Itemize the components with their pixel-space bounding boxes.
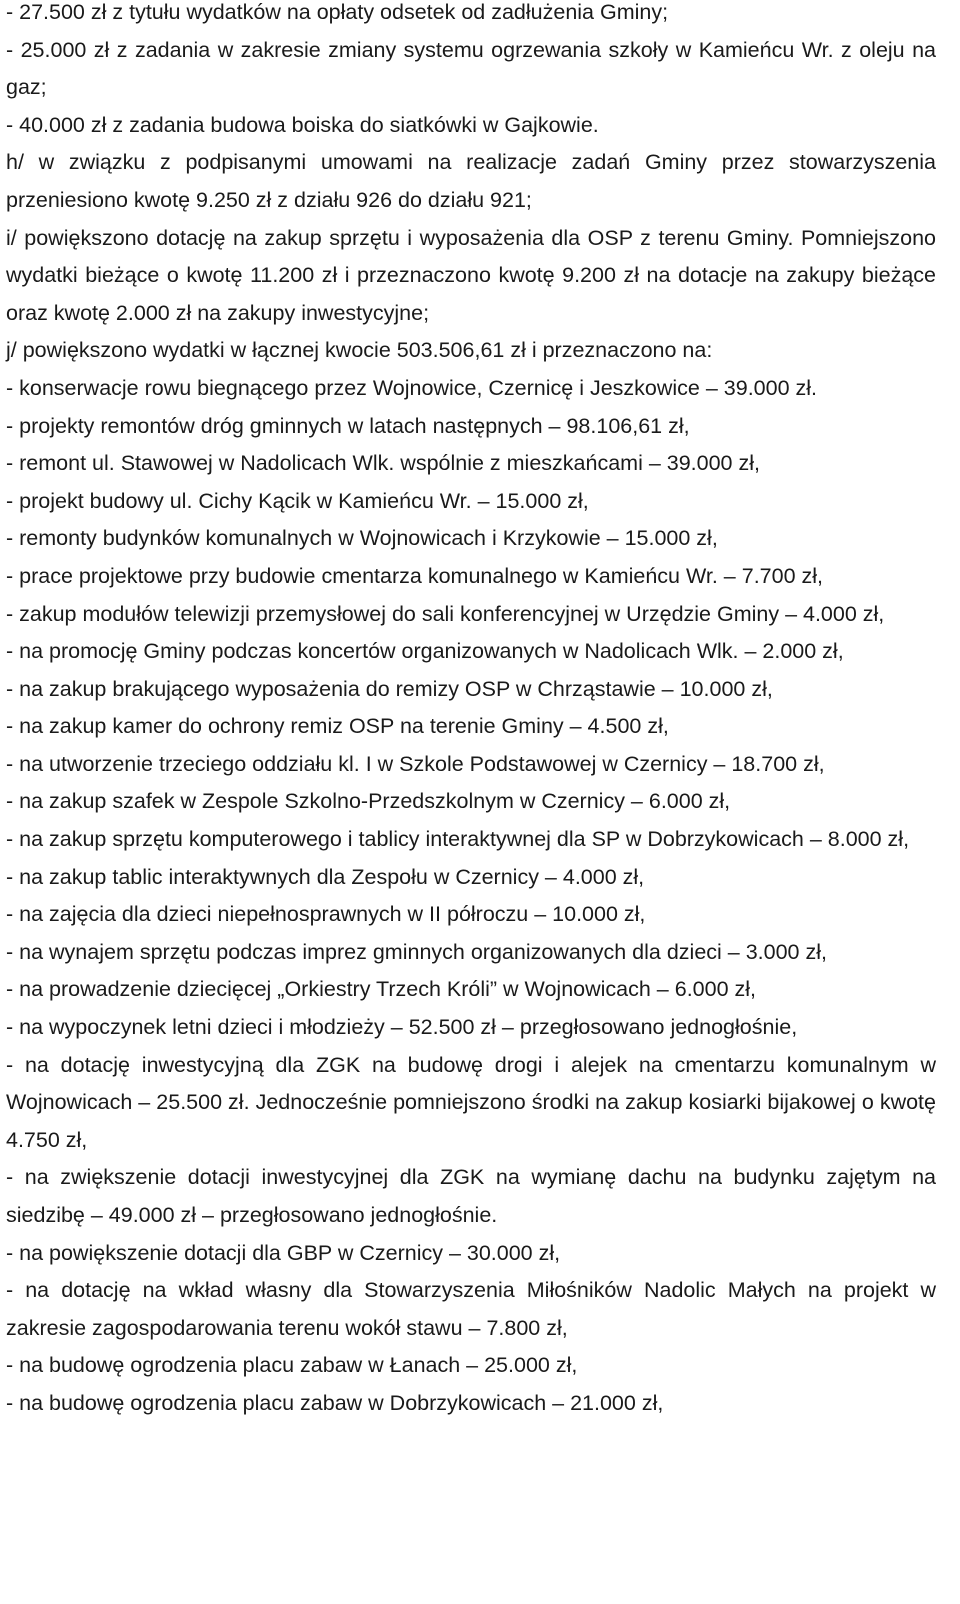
document-paragraph: - konserwacje rowu biegnącego przez Wojnowice, Czernicę i Jeszkowice – 39.000 zł.: [6, 375, 818, 400]
document-paragraph: h/ w związku z podpisanymi umowami na realizacje zadań Gminy przez stowarzyszenia przeniesiono kwotę 9.250 zł z działu 926 do działu 921;: [6, 150, 936, 212]
document-paragraph: - na utworzenie trzeciego oddziału kl. I w Szkole Podstawowej w Czernicy – 18.700 zł,: [6, 751, 825, 776]
document-paragraph: - na zakup kamer do ochrony remiz OSP na terenie Gminy – 4.500 zł,: [6, 714, 669, 739]
document-paragraph: - na powiększenie dotacji dla GBP w Czernicy – 30.000 zł,: [6, 1240, 561, 1265]
document-paragraph: - na zwiększenie dotacji inwestycyjnej dla ZGK na wymianę dachu na budynku zajętym na siedzibę – 49.000 zł – przegłosowano jednogłośnie.: [6, 1165, 936, 1227]
document-body: [6, 0, 936, 1423]
document-paragraph: - 25.000 zł z zadania w zakresie zmiany systemu ogrzewania szkoły w Kamieńcu Wr. z oleju na gaz;: [6, 37, 936, 100]
document-paragraph: - na budowę ogrodzenia placu zabaw w Łanach – 25.000 zł,: [6, 1353, 578, 1378]
document-paragraph: - 27.500 zł z tytułu wydatków na opłaty odsetek od zadłużenia Gminy;: [6, 0, 669, 24]
document-paragraph: - na zakup brakującego wyposażenia do remizy OSP w Chrząstawie – 10.000 zł,: [6, 676, 773, 701]
document-paragraph: - na wypoczynek letni dzieci i młodzieży – 52.500 zł – przegłosowano jednogłośnie,: [6, 1015, 798, 1040]
document-paragraph: - projekt budowy ul. Cichy Kącik w Kamieńcu Wr. – 15.000 zł,: [6, 488, 589, 513]
document-paragraph: - zakup modułów telewizji przemysłowej do sali konferencyjnej w Urzędzie Gminy – 4.000 zł,: [6, 601, 885, 626]
document-paragraph: - na dotację inwestycyjną dla ZGK na budowę drogi i alejek na cmentarzu komunalnym w Wojnowicach – 25.500 zł. Jednocześnie pomniejszono środki na zakup kosiarki bijakowej o kwotę 4.750 zł,: [6, 1052, 936, 1152]
document-paragraph: - projekty remontów dróg gminnych w latach następnych – 98.106,61 zł,: [6, 413, 690, 438]
document-paragraph: - na zakup tablic interaktywnych dla Zespołu w Czernicy – 4.000 zł,: [6, 864, 645, 889]
document-paragraph: - na zakup szafek w Zespole Szkolno-Przedszkolnym w Czernicy – 6.000 zł,: [6, 789, 731, 814]
document-paragraph: j/ powiększono wydatki w łącznej kwocie 503.506,61 zł i przeznaczono na:: [6, 338, 713, 363]
document-paragraph: - na wynajem sprzętu podczas imprez gminnych organizowanych dla dzieci – 3.000 zł,: [6, 939, 827, 964]
document-paragraph: - remont ul. Stawowej w Nadolicach Wlk. wspólnie z mieszkańcami – 39.000 zł,: [6, 451, 760, 476]
document-paragraph: - 40.000 zł z zadania budowa boiska do siatkówki w Gajkowie.: [6, 112, 599, 137]
document-paragraph: - na budowę ogrodzenia placu zabaw w Dobrzykowicach – 21.000 zł,: [6, 1390, 664, 1415]
document-paragraph: - na prowadzenie dziecięcej „Orkiestry Trzech Króli” w Wojnowicach – 6.000 zł,: [6, 977, 757, 1002]
document-paragraph: - prace projektowe przy budowie cmentarza komunalnego w Kamieńcu Wr. – 7.700 zł,: [6, 563, 824, 588]
document-paragraph: - na zakup sprzętu komputerowego i tablicy interaktywnej dla SP w Dobrzykowicach – 8.000 zł,: [6, 827, 910, 852]
document-paragraph: - na promocję Gminy podczas koncertów organizowanych w Nadolicach Wlk. – 2.000 zł,: [6, 639, 844, 664]
document-paragraph: - remonty budynków komunalnych w Wojnowicach i Krzykowie – 15.000 zł,: [6, 526, 718, 551]
document-paragraph: i/ powiększono dotację na zakup sprzętu i wyposażenia dla OSP z terenu Gminy. Pomniejszono wydatki bieżące o kwotę 11.200 zł i przeznaczono kwotę 9.200 zł na dotacje na zakupy bieżące oraz kwotę 2.000 zł na zakupy inwestycyjne;: [6, 225, 936, 325]
document-paragraph: - na zajęcia dla dzieci niepełnosprawnych w II półroczu – 10.000 zł,: [6, 902, 646, 927]
document-paragraph: - na dotację na wkład własny dla Stowarzyszenia Miłośników Nadolic Małych na projekt w zakresie zagospodarowania terenu wokół stawu – 7.800 zł,: [6, 1278, 936, 1340]
